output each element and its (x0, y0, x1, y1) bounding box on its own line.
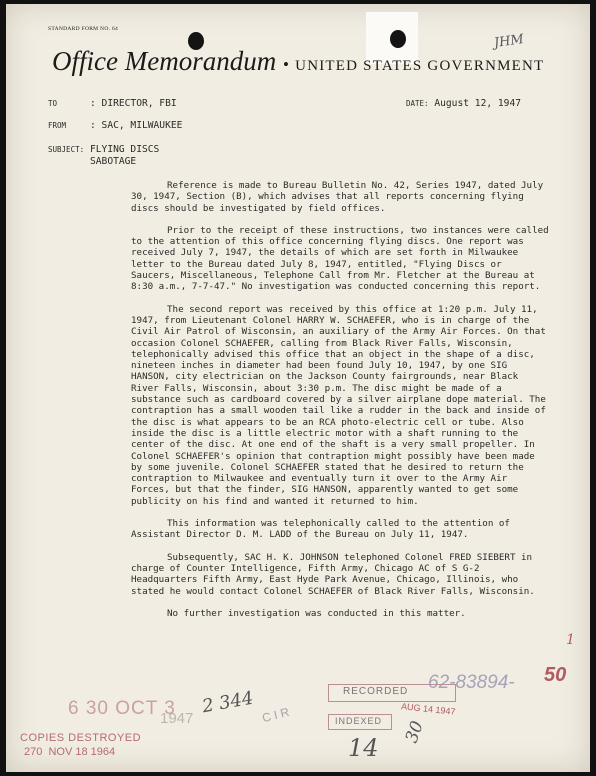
subject-line-1: FLYING DISCS (90, 144, 160, 155)
to-label: TO (48, 99, 58, 108)
top-right-initials: JHM (493, 31, 525, 52)
government-header: UNITED STATES GOVERNMENT (295, 58, 545, 74)
date-row (406, 98, 521, 109)
handwritten-344: 2 344 (200, 687, 255, 718)
to-value: : DIRECTOR, FBI (90, 98, 177, 109)
oct-stamp: 6 30 OCT 3 (68, 698, 176, 719)
handwritten-30: 30 (401, 718, 428, 746)
margin-mark: 1 (566, 632, 575, 648)
memo-body (131, 180, 551, 630)
memo-title: Office Memorandum (52, 46, 277, 76)
copies-destroyed-date: 270 NOV 18 1964 (24, 746, 116, 758)
paragraph-6: No further investigation was conducted in this matter. (167, 607, 466, 619)
paragraph-2: Prior to the receipt of these instructions, two instances were called to the attention of this office concerning flying discs. One report was received July 7, 1947, the details of which are set forth in Milwaukee letter to the Bureau dated July 8, 1947, entitled, "Flying Discs or Saucers, Miscellaneous, Telephone Call from Mr. Fletcher at the Bureau at 8:30 a.m., 7-7-47." No investigation was conducted concerning this report. (131, 224, 549, 293)
form-number: STANDARD FORM NO. 64 (48, 26, 119, 32)
title-separator: • (282, 55, 296, 74)
paragraph-4: This information was telephonically called to the attention of Assistant Director D. M. LADD of the Bureau on July 11, 1947. (131, 518, 510, 541)
paragraph-5: Subsequently, SAC H. K. JOHNSON telephoned Colonel FRED SIEBERT in charge of Counter Intelligence, Fifth Army, Chicago AC of S G-2 Headquarters Fifth Army, East Hyde Park Avenue, Chicago, Illinois, who stated he would contact Colonel SCHAEFER of Black River Falls, Wisconsin. (131, 551, 535, 597)
year-stamp: 1947 (160, 710, 194, 727)
file-number-stamp: 62-83894- (428, 672, 515, 693)
date-label: DATE: (406, 99, 429, 108)
from-value: : SAC, MILWAUKEE (90, 120, 183, 131)
indexed-stamp: INDEXED (335, 716, 383, 726)
subject-label: SUBJECT: (48, 145, 85, 154)
date-value: August 12, 1947 (434, 98, 521, 109)
recorded-stamp: RECORDED (343, 686, 409, 697)
indexed-stamp-box (328, 714, 392, 730)
subject-row (48, 144, 160, 167)
subject-line-2: SABOTAGE (90, 156, 137, 167)
aug-date-stamp: AUG 14 1947 (400, 701, 456, 717)
circ-stamp: C I R (260, 704, 291, 726)
memo-title-bar (52, 46, 544, 77)
recorded-stamp-box (328, 684, 456, 702)
paragraph-1: Reference is made to Bureau Bulletin No. 42, Series 1947, dated July 30, 1947, Section (B), which advises that all reports concerning flying discs should be investigated by field offices. (131, 180, 544, 214)
serial-number: 50 (544, 664, 567, 686)
to-row (48, 98, 177, 109)
memo-page (6, 4, 590, 772)
paragraph-3: The second report was received by this office at 1:20 p.m. July 11, 1947, from Lieutenant Colonel HARRY W. SCHAEFER, who is in charge of the Civil Air Patrol of Wisconsin, an auxiliary of the Army Air Forces. On that occasion Colonel SCHAEFER, calling from Black River Falls, Wisconsin, telephonically advised this office that an object in the shape of a disc, nineteen inches in diameter had been found July 10, 1947, by one SIG HANSON, city electrician on the Jackson County fairgrounds, near Black River Falls, Wisconsin, about 3:30 p.m. The disc might be made of a substance such as cardboard covered by a silver airplane dope material. The contraption has a small wooden tail like a rudder in the back and inside of the disc is what appears to be an RCA photo-electric cell or tube. Also inside the disc is a little electric motor with a shaft running to the center of the disc. At one end of the shaft is a very small propeller. In Colonel SCHAEFER's opinion that contraption might possibly have been made by some juvenile. Colonel SCHAEFER stated that he desired to return the contraption to Milwaukee and eventually turn it over to the Army Air Forces, but that the finder, SIG HANSON, apparently wanted to get some publicity on his find and wanted it returned to him. (131, 303, 546, 507)
from-row (48, 120, 183, 131)
copies-destroyed-stamp: COPIES DESTROYED (20, 732, 142, 744)
from-label: FROM (48, 121, 67, 130)
handwritten-14: 14 (348, 734, 379, 762)
